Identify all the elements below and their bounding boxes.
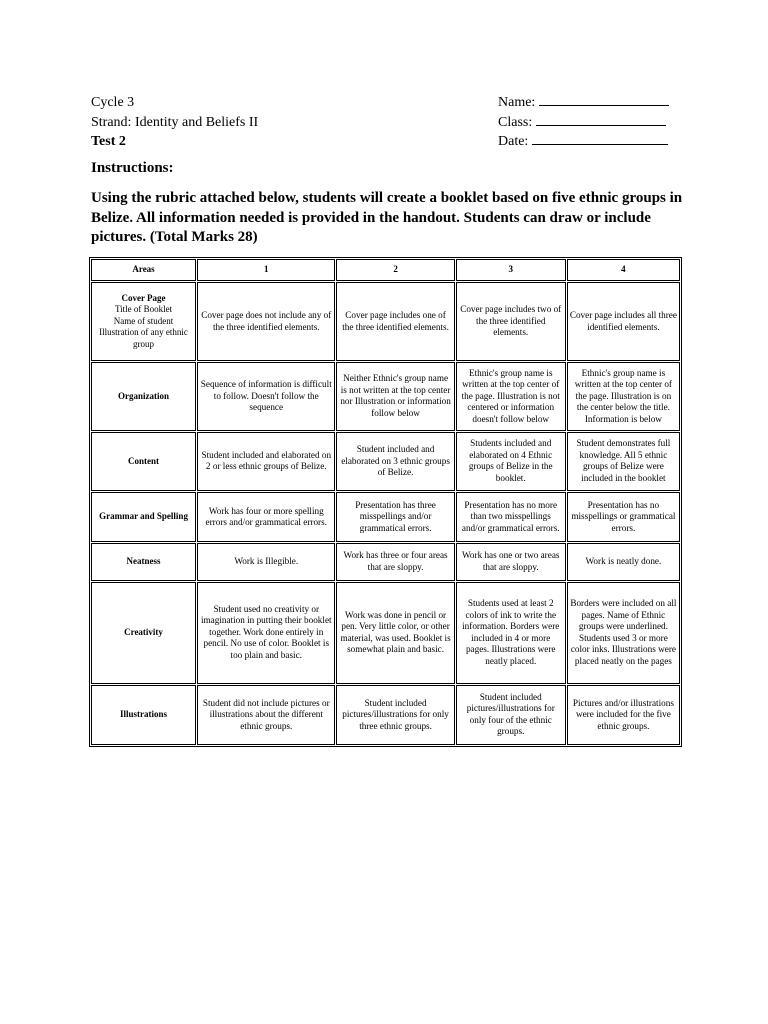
- header-score-3: 3: [456, 259, 566, 281]
- rubric-header-row: [91, 259, 680, 281]
- score-4-cell: Borders were included on all pages. Name of Ethnic groups were underlined. Students used 3 or more color inks. Illustrations were placed neatly on the pages: [567, 582, 680, 684]
- score-2-cell: Work was done in pencil or pen. Very little color, or other material, was used. Booklet is somewhat plain and basic.: [336, 582, 454, 684]
- header-areas: Areas: [91, 259, 196, 281]
- name-label: Name:: [498, 95, 536, 110]
- rubric-row-creativity: [91, 582, 680, 684]
- rubric-row-organization: [91, 362, 680, 431]
- header-right: [498, 93, 669, 152]
- area-title: Illustrations: [91, 685, 196, 745]
- area-title: Grammar and Spelling: [91, 492, 196, 542]
- score-1-cell: Work is Illegible.: [197, 543, 335, 580]
- cycle-label: Cycle 3: [91, 95, 135, 110]
- header-score-2: 2: [336, 259, 454, 281]
- rubric-row-cover-page: [91, 282, 680, 361]
- score-1-cell: Student did not include pictures or illustrations about the different ethnic groups.: [197, 685, 335, 745]
- rubric-row-neatness: [91, 543, 680, 580]
- score-2-cell: Cover page includes one of the three identified elements.: [336, 282, 454, 361]
- name-field[interactable]: [498, 93, 669, 113]
- rubric-row-content: [91, 432, 680, 491]
- area-title: Creativity: [91, 582, 196, 684]
- score-3-cell: Ethnic's group name is written at the top center of the page. Illustration is not centered or information doesn't follow below: [456, 362, 566, 431]
- rubric-table: [89, 257, 682, 747]
- area-item: Name of student: [113, 315, 174, 326]
- area-title: Neatness: [91, 543, 196, 580]
- score-4-cell: Student demonstrates full knowledge. All 5 ethnic groups of Belize were included in the booklet: [567, 432, 680, 491]
- header-score-1: 1: [197, 259, 335, 281]
- score-3-cell: Student included pictures/illustrations for only four of the ethnic groups.: [456, 685, 566, 745]
- score-2-cell: Neither Ethnic's group name is not written at the top center nor Illustration or information follow below: [336, 362, 454, 431]
- score-2-cell: Student included and elaborated on 3 ethnic groups of Belize.: [336, 432, 454, 491]
- score-1-cell: Student used no creativity or imagination in putting their booklet together. Work done entirely in pencil. No use of color. Booklet is too plain and basic.: [197, 582, 335, 684]
- score-4-cell: Cover page includes all three identified elements.: [567, 282, 680, 361]
- score-1-cell: Cover page does not include any of the three identified elements.: [197, 282, 335, 361]
- area-title: Content: [91, 432, 196, 491]
- date-label: Date:: [498, 134, 529, 149]
- area-title: Cover Page: [121, 292, 166, 303]
- score-4-cell: Ethnic's group name is written at the top center of the page. Illustration is on the center below the title. Information is below: [567, 362, 680, 431]
- instructions-text: Using the rubric attached below, students will create a booklet based on five ethnic groups in Belize. All information needed is provided in the handout. Students can draw or include pictures. (Total Marks 28): [91, 190, 683, 245]
- score-3-cell: Work has one or two areas that are sloppy.: [456, 543, 566, 580]
- area-cell: [91, 282, 196, 361]
- header-score-4: 4: [567, 259, 680, 281]
- score-3-cell: Presentation has no more than two misspellings and/or grammatical errors.: [456, 492, 566, 542]
- score-2-cell: Student included pictures/illustrations for only three ethnic groups.: [336, 685, 454, 745]
- date-field[interactable]: [498, 132, 669, 152]
- area-item: Title of Booklet: [114, 304, 173, 315]
- score-3-cell: Students used at least 2 colors of ink to write the information. Borders were included in 4 or more pages. Illustrations were neatly placed.: [456, 582, 566, 684]
- rubric-row-illustrations: [91, 685, 680, 745]
- instructions-title: Instructions:: [91, 160, 174, 176]
- score-2-cell: Presentation has three misspellings and/or grammatical errors.: [336, 492, 454, 542]
- rubric-row-grammar: [91, 492, 680, 542]
- score-2-cell: Work has three or four areas that are sloppy.: [336, 543, 454, 580]
- score-4-cell: Work is neatly done.: [567, 543, 680, 580]
- date-blank[interactable]: [532, 132, 668, 145]
- class-field[interactable]: [498, 113, 669, 133]
- score-1-cell: Student included and elaborated on 2 or less ethnic groups of Belize.: [197, 432, 335, 491]
- name-blank[interactable]: [539, 93, 669, 106]
- area-title: Organization: [91, 362, 196, 431]
- strand-label: Strand: Identity and Beliefs II: [91, 114, 259, 130]
- score-3-cell: Students included and elaborated on 4 Ethnic groups of Belize in the booklet.: [456, 432, 566, 491]
- score-1-cell: Sequence of information is difficult to follow. Doesn't follow the sequence: [197, 362, 335, 431]
- header-left: [91, 93, 258, 152]
- score-1-cell: Work has four or more spelling errors and/or grammatical errors.: [197, 492, 335, 542]
- class-label: Class:: [498, 114, 533, 130]
- score-3-cell: Cover page includes two of the three identified elements.: [456, 282, 566, 361]
- score-4-cell: Presentation has no misspellings or grammatical errors.: [567, 492, 680, 542]
- score-4-cell: Pictures and/or illustrations were included for the five ethnic groups.: [567, 685, 680, 745]
- area-item: Illustration of any ethnic group: [99, 327, 188, 349]
- class-blank[interactable]: [536, 113, 666, 126]
- test-label: Test 2: [91, 134, 126, 149]
